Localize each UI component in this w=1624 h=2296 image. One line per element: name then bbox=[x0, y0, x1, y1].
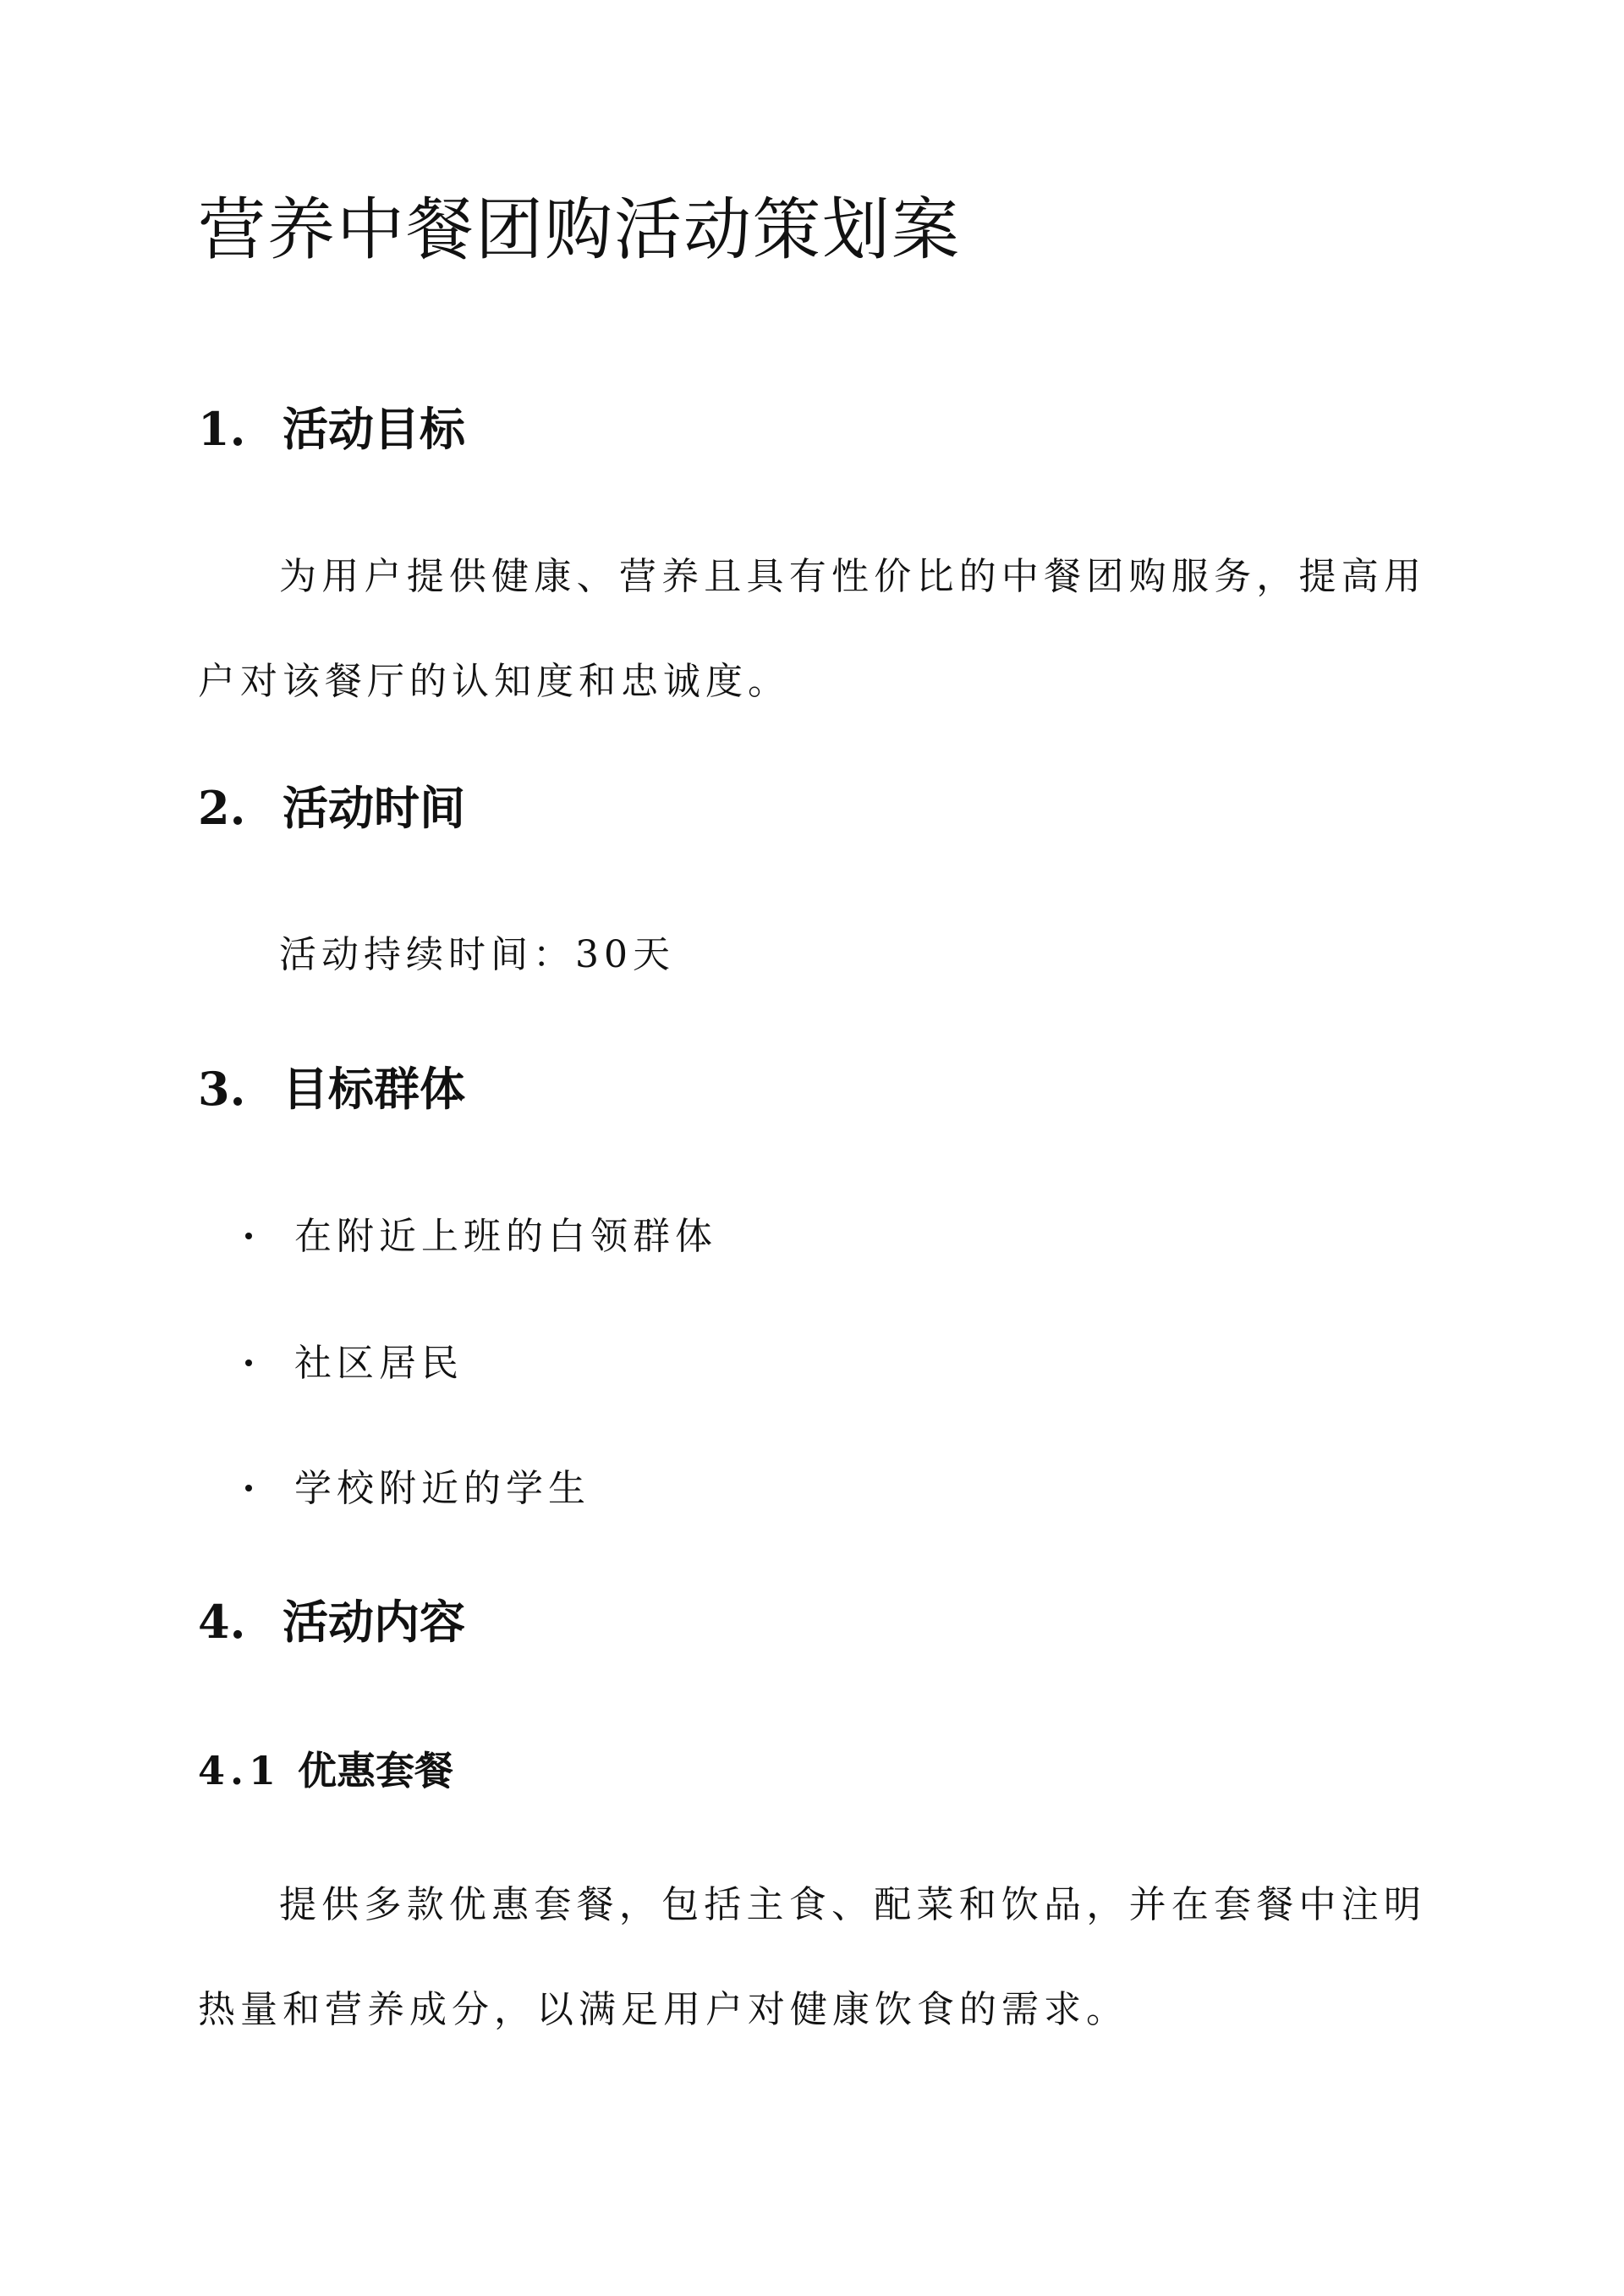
section-title: 活动目标 bbox=[283, 402, 465, 456]
section-number: 2. bbox=[198, 781, 246, 835]
subsection-title: 优惠套餐 bbox=[298, 1748, 453, 1793]
section-paragraph-goal: 为用户提供健康、营养且具有性价比的中餐团购服务，提高用户对该餐厅的认知度和忠诚度。 bbox=[198, 555, 1426, 703]
section-number: 3. bbox=[198, 1062, 246, 1116]
subsection-heading-discount-meals bbox=[198, 1748, 453, 1793]
bullet-icon bbox=[245, 1359, 252, 1366]
section-number: 1. bbox=[198, 402, 246, 456]
section-heading-time bbox=[198, 781, 465, 835]
section-number: 4. bbox=[198, 1595, 246, 1649]
list-item bbox=[245, 1467, 590, 1510]
list-item-text: 在附近上班的白领群体 bbox=[294, 1215, 717, 1258]
list-item-text: 学校附近的学生 bbox=[294, 1467, 590, 1510]
subsection-paragraph-discount-meals: 提供多款优惠套餐，包括主食、配菜和饮品，并在套餐中注明热量和营养成分，以满足用户对健康饮食的需求。 bbox=[198, 1883, 1426, 2031]
list-item bbox=[245, 1342, 464, 1385]
subsection-number: 4.1 bbox=[198, 1748, 282, 1793]
section-heading-content bbox=[198, 1595, 465, 1649]
section-title: 活动内容 bbox=[283, 1595, 465, 1649]
bullet-icon bbox=[245, 1485, 252, 1491]
bullet-icon bbox=[245, 1233, 252, 1239]
section-paragraph-time: 活动持续时间：30天 bbox=[279, 933, 675, 976]
section-heading-goal bbox=[198, 402, 465, 456]
document-title: 营养中餐团购活动策划案 bbox=[198, 190, 961, 269]
section-title: 目标群体 bbox=[283, 1062, 465, 1116]
section-heading-audience bbox=[198, 1062, 465, 1116]
list-item-text: 社区居民 bbox=[294, 1342, 464, 1385]
list-item bbox=[245, 1215, 717, 1258]
section-title: 活动时间 bbox=[283, 781, 465, 835]
